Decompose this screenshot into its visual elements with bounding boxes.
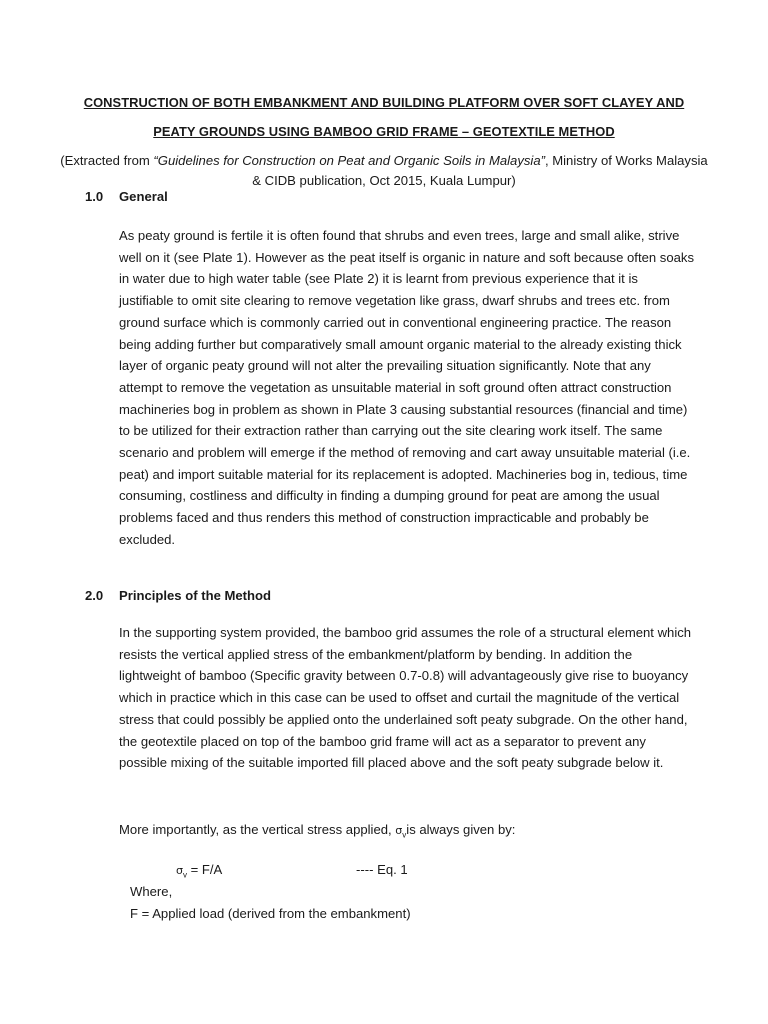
section-2-paragraph-1: In the supporting system provided, the bamboo grid assumes the role of a structural element which resists the vertical applied stress of the embankment/platform by bending. In addition the lightweight of bamboo (Specific gravity between 0.7-0.8) will advantageously give rise to buoyancy which in practice which in this case can be used to offset and curtail the magnitude of the vertical stress that could possibly be applied onto the underlained soft peaty subgrade. On the other hand, the geotextile placed on top of the bamboo grid frame will act as a separator to prevent any possible mixing of the suitable imported fill placed above and the soft peaty subgrade below it.: [119, 625, 692, 771]
citation-suffix: , Ministry of Works Malaysia & CIDB publication, Oct 2015, Kuala Lumpur): [252, 153, 708, 188]
section-2-number: 2.0: [85, 588, 104, 603]
source-citation: [60, 151, 708, 191]
equation-sigma-symbol: σ: [176, 864, 183, 877]
equation-sigma-subscript: v: [182, 870, 187, 880]
paragraph-2-suffix: is always given by:: [406, 822, 516, 837]
document-title-line-2: PEATY GROUNDS USING BAMBOO GRID FRAME – GEOTEXTILE METHOD: [153, 124, 615, 139]
section-1-number: 1.0: [85, 189, 104, 204]
section-1-paragraph: As peaty ground is fertile it is often found that shrubs and even trees, large and small alike, strive well on it (see Plate 1). However as the peat itself is organic in nature and soft because often soaks in water due to high water table (see Plate 2) it is learnt from previous experience that it is justifiable to omit site clearing to remove vegetation like grass, dwarf shrubs and trees etc. from ground surface which is commonly carried out in conventional engineering practice. The reason being adding further but comparatively small amount organic material to the already existing thick layer of organic peaty ground will not alter the prevailing situation significantly. Note that any attempt to remove the vegetation as unsuitable material in soft ground often attract construction machineries bog in problem as shown in Plate 3 causing substantial resources (financial and time) to be utilized for their extraction rather than carrying out the site clearing work itself. The same scenario and problem will emerge if the method of removing and cart away unsuitable material (i.e. peat) and import suitable material for its replacement is adopted. Machineries bog in, tedious, time consuming, costliness and difficulty in finding a dumping ground for peat are among the usual problems faced and thus renders this method of construction impracticable and probably be excluded.: [119, 228, 694, 547]
section-2-heading: [85, 588, 271, 603]
equation-1: [176, 862, 222, 880]
f-definition: F = Applied load (derived from the embankment): [130, 906, 411, 921]
paragraph-2-prefix: More importantly, as the vertical stress applied,: [119, 822, 396, 837]
sigma-subscript: v: [402, 830, 407, 840]
citation-prefix: (Extracted from: [60, 153, 154, 168]
equation-rhs: = F/A: [186, 862, 223, 877]
section-1-title: General: [119, 189, 168, 204]
where-label: Where,: [130, 884, 173, 899]
citation-guideline-title: “Guidelines for Construction on Peat and Organic Soils in Malaysia”: [153, 153, 545, 168]
equation-reference: ---- Eq. 1: [356, 862, 408, 877]
section-2-paragraph-2: [119, 819, 694, 846]
section-2-title: Principles of the Method: [119, 588, 272, 603]
section-1-heading: [85, 189, 168, 204]
document-title-line-1: CONSTRUCTION OF BOTH EMBANKMENT AND BUILDING PLATFORM OVER SOFT CLAYEY AND: [83, 95, 685, 110]
sigma-symbol: σ: [395, 824, 403, 837]
